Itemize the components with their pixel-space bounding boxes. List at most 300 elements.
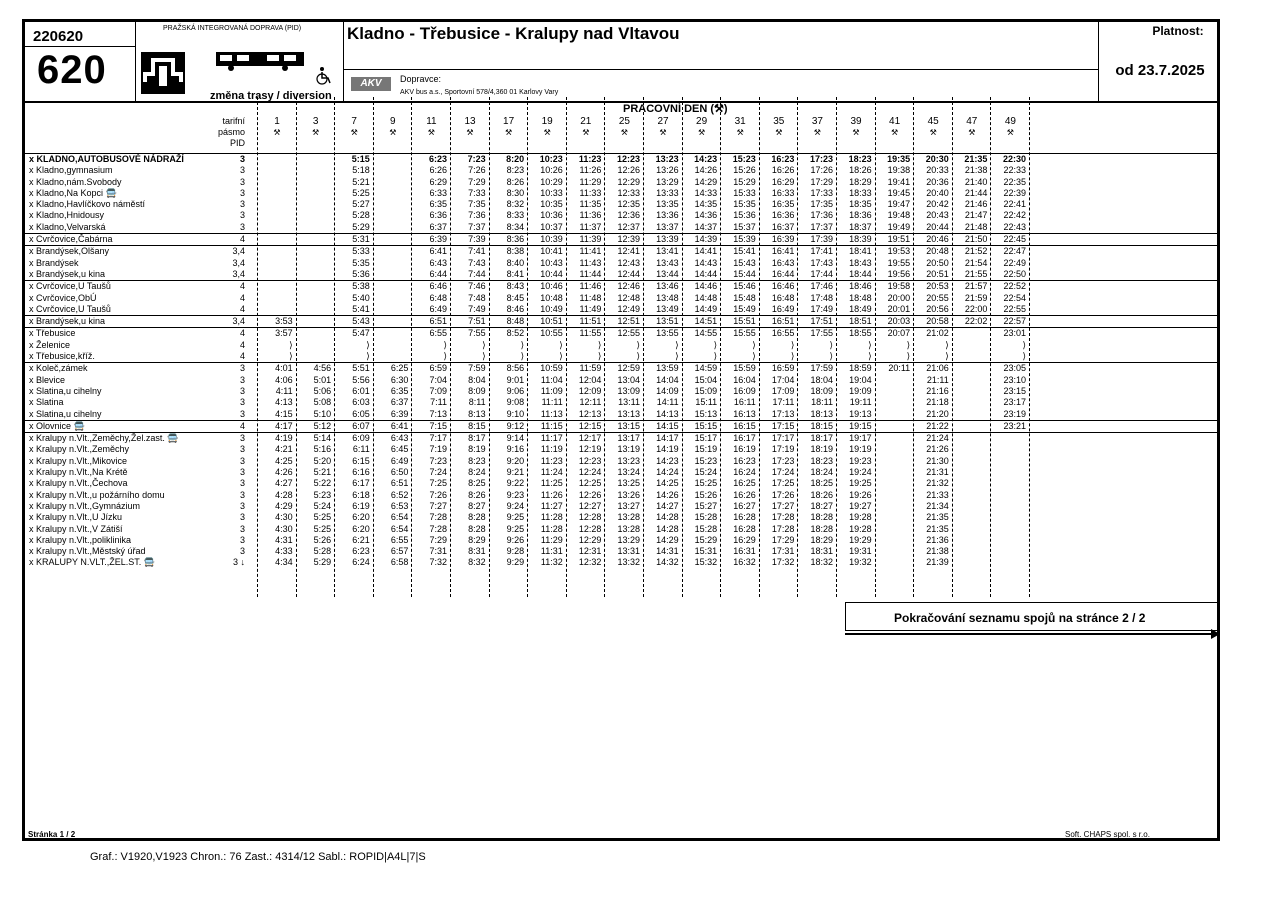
workday-icon: ⚒ [620,128,628,137]
departure-time: 17:55 [810,328,833,339]
departure-time: 8:34 [506,221,525,232]
stop-row [25,467,1217,478]
departure-time: 14:26 [656,489,679,500]
trip-number-label: 31 [734,116,746,127]
departure-time: 6:24 [352,557,370,568]
departure-time: 10:37 [540,221,563,232]
departure-time: 22:45 [1003,234,1026,245]
departure-time: 4:01 [275,363,293,374]
departure-time: 19:58 [887,281,911,292]
divider [1098,22,1099,101]
departure-time: 19:17 [849,433,872,444]
departure-time: 15:32 [694,557,718,568]
departure-time: 8:43 [506,281,525,292]
departure-time: 19:04 [849,374,872,385]
departure-time: 15:33 [733,187,756,198]
trip-number-label: 1 [274,116,280,127]
departure-time: 14:13 [656,408,679,419]
continuation-note: Pokračování seznamu spojů na stránce 2 / 2 [894,611,1146,625]
departure-time: ⟩ [675,339,679,350]
trip-number [682,116,722,138]
stop-zone: 3 [239,210,245,221]
stop-zone: 4 [239,281,245,292]
stop-row [25,501,1217,512]
departure-time: ⟩ [366,351,370,362]
departure-time: 10:33 [540,187,563,198]
departure-time: 17:09 [771,385,795,396]
carrier-name: AKV bus a.s., Sportovní 578/4,360 01 Karlovy Vary [400,89,559,96]
departure-time: 4:17 [275,420,293,431]
stop-name: x Kralupy n.Vlt.,U Jízku [29,512,123,523]
departure-time: 20:53 [926,281,949,292]
departure-time: 12:51 [617,316,640,327]
departure-time: 13:35 [656,199,679,210]
stop-zone: 3 [239,165,245,176]
departure-time: 12:37 [617,221,640,232]
departure-time: 8:26 [506,176,525,187]
stop-row [25,375,1217,386]
departure-time: 10:29 [540,176,563,187]
departure-time: 9:28 [506,546,525,557]
departure-time: 7:41 [468,246,486,257]
departure-time: 21:46 [964,199,988,210]
departure-time: 10:23 [539,154,563,164]
departure-time: 22:00 [964,303,988,314]
departure-time: 11:13 [540,408,563,419]
departure-time: 7:49 [468,303,486,314]
workday-icon: ⚒ [736,128,744,137]
departure-time: 13:41 [656,246,679,257]
departure-time: 13:29 [617,534,640,545]
departure-time: 23:17 [1003,397,1026,408]
departure-time: 21:26 [926,444,949,455]
departure-time: 8:15 [468,420,486,431]
departure-time: 8:56 [506,363,525,374]
departure-time: 7:39 [468,234,486,245]
departure-time: 5:16 [313,444,332,455]
departure-time: 11:23 [540,455,563,466]
departure-time: 12:13 [578,408,602,419]
departure-time: 5:41 [352,303,370,314]
departure-time: 5:56 [352,374,370,385]
departure-time: 15:36 [733,210,756,221]
departure-time: 15:26 [733,165,756,176]
departure-time: 8:11 [468,397,486,408]
workday-icon: ⚒ [659,128,667,137]
departure-time: 17:41 [810,246,833,257]
departure-time: 10:41 [540,246,563,257]
departure-time: ⟩ [289,339,293,350]
departure-time: 14:39 [694,234,718,245]
departure-time: 6:23 [352,546,370,557]
departure-time: 8:27 [468,500,486,511]
trip-number [450,116,490,138]
departure-time: 8:40 [506,257,525,268]
departure-time: 6:55 [390,534,409,545]
departure-time: 6:17 [352,478,370,489]
departure-time: 21:02 [926,328,949,339]
departure-time: 11:39 [579,234,602,245]
software-credit: Soft. CHAPS spol. s r.o. [1065,830,1150,839]
departure-time: 6:39 [429,234,447,245]
departure-time: 18:44 [849,268,872,279]
departure-time: 10:55 [540,328,563,339]
departure-time: 23:05 [1003,363,1026,374]
departure-time: 4:21 [275,444,293,455]
stop-row [25,269,1217,280]
departure-time: 11:29 [579,176,602,187]
departure-time: 12:23 [616,154,640,164]
stop-row [25,409,1217,420]
departure-time: 6:52 [390,489,409,500]
departure-time: 21:16 [926,385,949,396]
departure-time: 18:28 [810,523,833,534]
departure-time: 19:13 [849,408,872,419]
departure-time: 21:36 [926,534,949,545]
departure-time: 13:33 [656,187,679,198]
stop-row [25,199,1217,210]
departure-time: 6:41 [429,246,447,257]
departure-time: 17:19 [771,444,795,455]
departure-time: 5:22 [313,478,332,489]
stop-row [25,444,1217,455]
workday-icon: ⚒ [505,128,513,137]
stop-zone: 3 [239,221,245,232]
departure-time: 7:43 [468,257,486,268]
departure-time: 19:47 [887,199,911,210]
departure-time: 17:23 [809,154,833,164]
departure-time: 6:41 [390,420,409,431]
trip-number [527,116,567,138]
workday-icon: ⚒ [1006,128,1014,137]
departure-time: 11:46 [579,281,602,292]
departure-time: 7:35 [468,199,486,210]
departure-time: 4:26 [275,467,293,478]
departure-time: 10:36 [540,210,563,221]
trip-number [797,116,837,138]
departure-time: 5:28 [313,546,332,557]
departure-time: 6:43 [390,433,409,444]
departure-time: 19:09 [849,385,872,396]
workday-icon: ⚒ [968,128,976,137]
departure-time: 17:33 [810,187,833,198]
departure-time: 21:39 [926,557,949,568]
stop-name: x Kralupy n.Vlt.,Městský úřad [29,546,146,557]
workday-icon: ⚒ [466,128,474,137]
departure-time: 7:44 [468,268,486,279]
departure-time: 23:19 [1003,408,1026,419]
divider [343,22,344,101]
departure-time: 16:33 [771,187,795,198]
stop-row [25,258,1217,269]
trip-number [296,116,336,138]
departure-time: 20:55 [926,292,949,303]
departure-time: 8:31 [468,546,486,557]
departure-time: 18:35 [849,199,872,210]
departure-time: 9:23 [506,489,525,500]
departure-time: 19:28 [849,523,872,534]
departure-time: 11:28 [540,523,563,534]
workday-icon: ⚒ [852,128,860,137]
departure-time: 18:27 [810,500,833,511]
departure-time: 7:11 [430,397,447,408]
trip-number-label: 13 [464,116,476,127]
departure-time: ⟩ [945,339,949,350]
stop-name: x Kladno,Na Kopci 🚍 [29,187,117,198]
trip-number-label: 29 [696,116,708,127]
trip-number-label: 49 [1004,116,1016,127]
departure-time: 23:01 [1003,328,1026,339]
departure-time: 20:58 [926,316,949,327]
departure-time: 14:25 [656,478,679,489]
departure-time: 7:28 [429,512,447,523]
line-number: 620 [37,48,107,92]
departure-time: 5:29 [313,557,332,568]
departure-time: 8:28 [468,523,486,534]
departure-time: 22:52 [1003,281,1026,292]
trip-number-label: 19 [541,116,553,127]
stop-name: x Třebusice [29,328,76,339]
departure-time: 7:25 [429,478,447,489]
departure-time: 15:29 [694,534,718,545]
trip-number-label: 9 [390,116,396,127]
stop-zone: 3,4 [232,246,245,257]
departure-time: 15:15 [694,420,718,431]
departure-time: 18:23 [810,455,833,466]
departure-time: 21:44 [964,187,988,198]
trip-number [836,116,876,138]
departure-time: ⟩ [559,339,563,350]
departure-time: 14:11 [656,397,679,408]
departure-time: 7:59 [468,363,486,374]
departure-time: 13:43 [656,257,679,268]
departure-time: 8:32 [506,199,525,210]
stop-row [25,351,1217,362]
trip-number-label: 45 [927,116,939,127]
stop-row [25,524,1217,535]
departure-time: 7:51 [468,316,486,327]
departure-time: 5:25 [313,523,332,534]
departure-time: 17:29 [771,534,795,545]
departure-time: 9:06 [506,385,525,396]
departure-time: 6:07 [352,420,370,431]
departure-time: 16:23 [733,455,756,466]
departure-time: 14:29 [656,534,679,545]
departure-time: 6:48 [429,292,447,303]
departure-time: 8:28 [468,512,486,523]
departure-time: 6:53 [390,500,409,511]
departure-time: 6:20 [352,512,370,523]
departure-time: 18:43 [849,257,872,268]
departure-time: 13:51 [656,316,679,327]
stop-name: x Cvrčovice,Čabárna [29,234,113,245]
stop-row [25,535,1217,546]
departure-time: 6:45 [390,444,409,455]
departure-time: 7:36 [468,210,486,221]
departure-time: 22:47 [1003,246,1026,257]
departure-time: ⟩ [868,351,872,362]
stop-row [25,397,1217,408]
departure-time: 6:09 [352,433,370,444]
departure-time: 9:25 [506,512,525,523]
stop-name: x Kralupy n.Vlt.,Čechova [29,478,128,489]
departure-time: ⟩ [713,339,718,350]
stop-zone: 3 [239,523,245,534]
departure-time: 18:11 [811,397,833,408]
stop-row [25,512,1217,523]
departure-time: 6:58 [390,557,409,568]
trip-number-label: 27 [657,116,669,127]
departure-time: 20:51 [926,268,949,279]
stop-row [25,222,1217,233]
departure-time: 23:21 [1003,420,1026,431]
departure-time: 18:32 [810,557,833,568]
departure-time: 13:11 [618,397,640,408]
departure-time: 6:36 [429,210,447,221]
stop-row [25,546,1217,557]
departure-time: 12:33 [617,187,640,198]
departure-time: 7:23 [429,455,447,466]
workday-icon: ⚒ [273,128,281,137]
departure-time: 13:29 [656,176,679,187]
trip-number [604,116,644,138]
departure-time: ⟩ [790,351,795,362]
departure-time: 11:51 [579,316,602,327]
divider [845,602,1217,603]
departure-time: 15:31 [694,546,718,557]
stop-name: x Kladno,gymnasium [29,165,113,176]
departure-time: 7:13 [429,408,447,419]
stop-zone: 3 [239,512,245,523]
departure-time: 14:28 [656,512,679,523]
stop-zone: 3 [239,478,245,489]
stop-name: x Brandýsek,Olšany [29,246,110,257]
departure-time: 11:15 [540,420,563,431]
departure-time: 11:28 [540,512,563,523]
departure-time: 12:48 [617,292,640,303]
departure-time: 15:28 [694,523,718,534]
departure-time: 12:46 [617,281,640,292]
stop-name: x Cvrčovice,U Taušů [29,281,111,292]
departure-time: 11:04 [540,374,563,385]
stop-zone: 4 [239,303,245,314]
departure-time: 14:31 [656,546,679,557]
departure-time: 12:39 [617,234,640,245]
departure-time: 16:39 [771,234,795,245]
departure-time: 5:21 [313,467,332,478]
departure-time: 16:41 [771,246,795,257]
departure-time: 21:32 [926,478,949,489]
departure-time: 17:28 [771,523,795,534]
departure-time: 6:35 [390,385,409,396]
departure-time: 23:15 [1003,385,1026,396]
departure-time: 20:30 [925,154,949,164]
departure-time: ⟩ [829,339,833,350]
departure-time: 13:26 [617,489,640,500]
departure-time: 22:42 [1003,210,1026,221]
departure-time: 8:09 [468,385,486,396]
departure-time: 15:09 [694,385,718,396]
departure-time: 4:56 [313,363,332,374]
departure-time: 4:31 [275,534,293,545]
departure-time: 4:29 [275,500,293,511]
stop-name: x Kralupy n.Vlt.,Zeměchy [29,444,130,455]
departure-time: 15:43 [733,257,756,268]
departure-time: 21:59 [964,292,988,303]
departure-time: 11:36 [579,210,602,221]
departure-time: 13:32 [617,557,640,568]
departure-time: 4:30 [275,523,293,534]
departure-time: 6:51 [390,478,409,489]
departure-time: ⟩ [559,351,563,362]
departure-time: 20:03 [887,316,911,327]
departure-time: 17:11 [772,397,795,408]
departure-time: 4:27 [275,478,293,489]
stop-row [25,165,1217,176]
stop-row [25,420,1217,432]
departure-time: 20:07 [887,328,911,339]
departure-time: 7:33 [468,187,486,198]
departure-time: 6:55 [429,328,447,339]
departure-time: 12:25 [578,478,602,489]
stop-row [25,362,1217,374]
departure-time: 15:23 [694,455,718,466]
departure-time: 6:05 [352,408,370,419]
departure-time: 13:15 [617,420,640,431]
departure-time: 13:09 [617,385,640,396]
departure-time: ⟩ [366,339,370,350]
stop-zone: 3 [239,489,245,500]
departure-time: 15:29 [733,176,756,187]
stop-zone: 4 [239,234,245,245]
trip-number [257,116,297,138]
departure-time: 8:30 [506,187,525,198]
departure-time: 16:59 [771,363,795,374]
stop-name: x Brandýsek,u kina [29,268,106,279]
departure-time: 15:04 [694,374,718,385]
departure-time: ⟩ [752,351,756,362]
stop-name: x Slatina [29,397,64,408]
departure-time: 17:43 [810,257,833,268]
departure-time: 19:41 [887,176,911,187]
departure-time: 7:26 [429,489,447,500]
departure-time: 6:51 [429,316,447,327]
departure-time: 16:48 [771,292,795,303]
departure-time: 7:04 [429,374,447,385]
departure-time: 8:04 [468,374,486,385]
departure-time: 12:17 [578,433,602,444]
departure-time: 6:49 [429,303,447,314]
stop-name: x Kralupy n.Vlt.,poliklinika [29,534,132,545]
departure-time: 9:12 [506,420,525,431]
departure-time: 11:35 [579,199,602,210]
departure-time: 10:51 [540,316,563,327]
departure-time: 8:29 [468,534,486,545]
departure-time: 9:08 [506,397,525,408]
departure-time: 8:33 [506,210,525,221]
departure-time: 6:54 [390,512,409,523]
departure-time: 11:48 [579,292,602,303]
departure-time: 16:27 [733,500,756,511]
stop-zone: 3 [239,408,245,419]
departure-time: 8:41 [506,268,525,279]
departure-time: 9:16 [506,444,525,455]
stop-row [25,340,1217,351]
departure-time: 15:24 [694,467,718,478]
departure-time: 18:39 [849,234,872,245]
departure-time: 16:24 [733,467,756,478]
departure-time: 15:59 [733,363,756,374]
